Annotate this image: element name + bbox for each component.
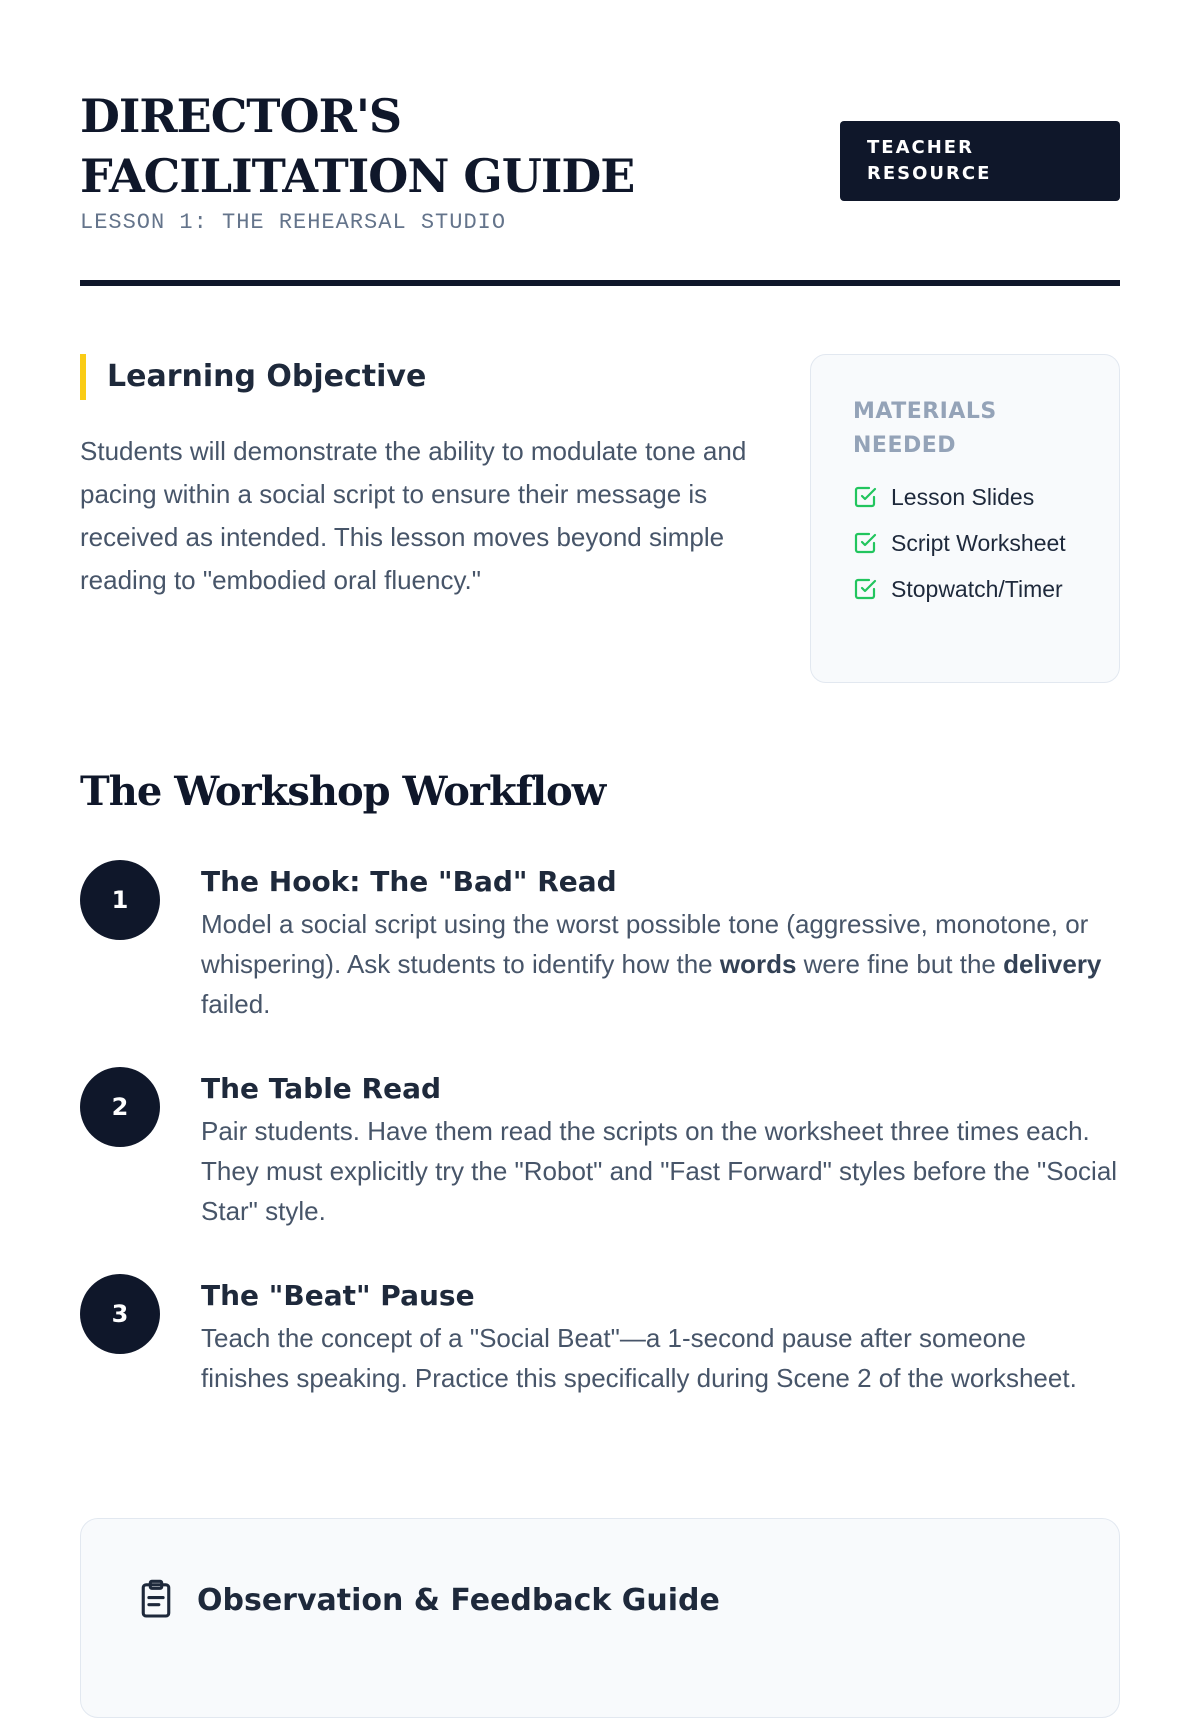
materials-item-label: Stopwatch/Timer (891, 576, 1063, 602)
step-number-badge: 1 (80, 860, 160, 940)
objective-text: Students will demonstrate the ability to modulate tone and pacing within a social script to ensure their message is received as intended. This lesson moves beyond simple reading to "embodied oral fluency." (80, 436, 747, 595)
page-header (80, 86, 1120, 286)
step-text-part: were fine but the (796, 949, 1004, 979)
step-number-badge: 3 (80, 1274, 160, 1354)
teacher-resource-badge: TEACHER RESOURCE (840, 121, 1120, 201)
checkbox-checked-icon (853, 577, 877, 601)
observation-feedback-card (80, 1518, 1120, 1718)
clipboard-icon (139, 1579, 173, 1619)
step-body (201, 862, 1120, 1024)
workflow-title: The Workshop Workflow (80, 768, 606, 815)
step-text-emphasis: words (719, 949, 797, 979)
step-description: Teach the concept of a "Social Beat"—a 1-second pause after someone finishes speaking. Practice this specifically during Scene 2 of the worksheet. (201, 1323, 1077, 1393)
checkbox-checked-icon (853, 485, 877, 509)
step-body (201, 1276, 1120, 1398)
step-body (201, 1069, 1120, 1231)
materials-item (853, 573, 1079, 605)
learning-objective-section (80, 354, 760, 602)
observation-title: Observation & Feedback Guide (197, 1583, 720, 1618)
step-description (201, 904, 1120, 1024)
checkbox-checked-icon (853, 531, 877, 555)
materials-item (853, 481, 1079, 513)
page-title: DIRECTOR'S FACILITATION GUIDE (80, 89, 635, 203)
step-number-badge: 2 (80, 1067, 160, 1147)
objective-heading (80, 354, 760, 400)
materials-list (853, 481, 1079, 605)
step-title: The Table Read (201, 1072, 442, 1105)
materials-card (810, 354, 1120, 683)
materials-item (853, 527, 1079, 559)
objective-title: Learning Objective (107, 359, 427, 394)
materials-item-label: Lesson Slides (891, 484, 1035, 510)
step-text-part: Model a social script using the worst possible tone (aggressive, monotone, or whispering). Ask students to identify how the (201, 909, 1089, 979)
step-text-part: failed. (201, 989, 271, 1019)
materials-item-label: Script Worksheet (891, 530, 1066, 556)
header-divider (80, 280, 1120, 286)
step-text-emphasis: delivery (1003, 949, 1102, 979)
materials-title: MATERIALS NEEDED (853, 399, 997, 458)
facilitation-guide-page (80, 0, 1120, 1618)
step-description: Pair students. Have them read the scripts on the worksheet three times each. They must explicitly try the "Robot" and "Fast Forward" styles before the "Social Star" style. (201, 1116, 1118, 1226)
step-title: The "Beat" Pause (201, 1279, 475, 1312)
lesson-subtitle: LESSON 1: THE REHEARSAL STUDIO (80, 210, 507, 235)
step-title: The Hook: The "Bad" Read (201, 865, 617, 898)
objective-accent-bar (80, 354, 86, 400)
